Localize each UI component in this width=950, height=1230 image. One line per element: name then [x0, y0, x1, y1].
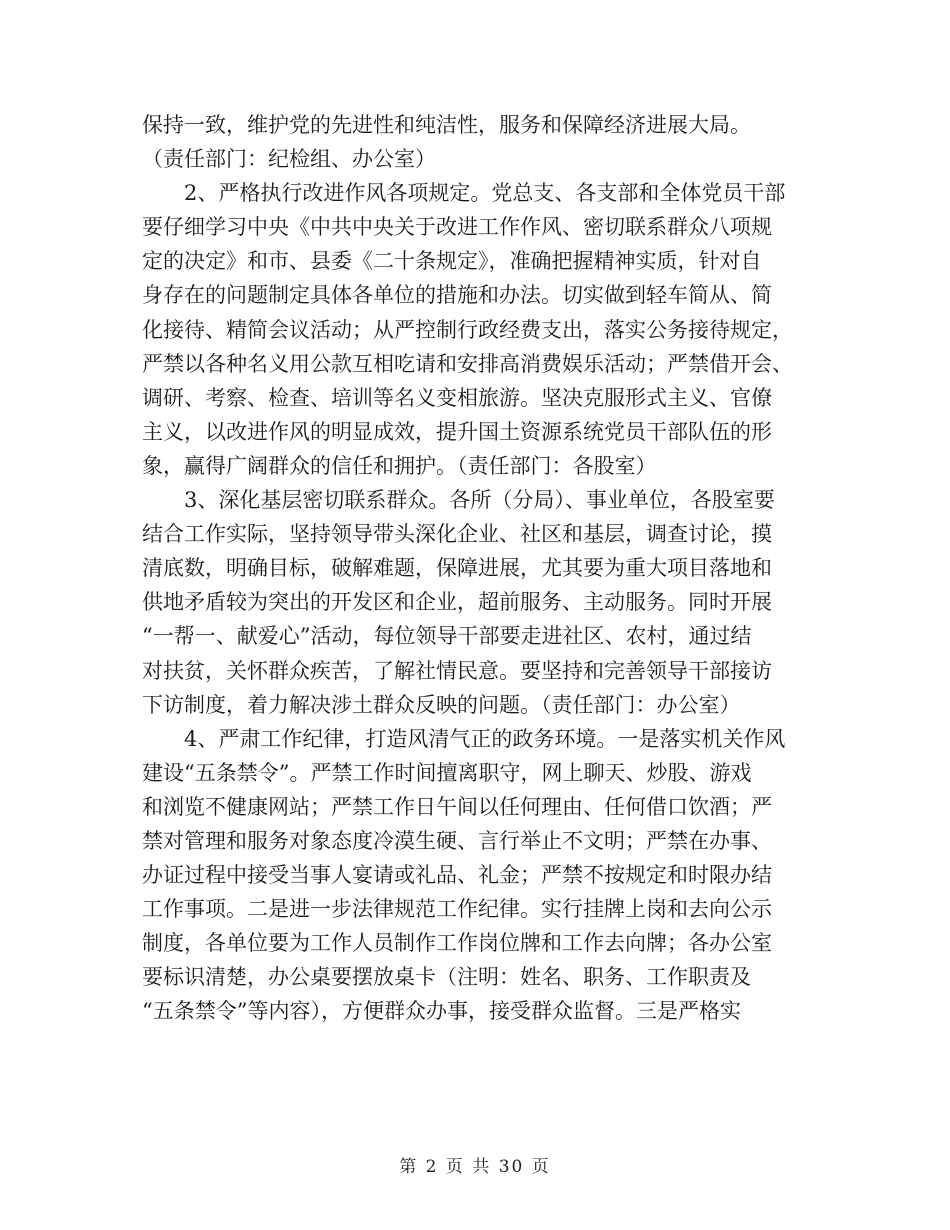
text-line: 3、深化基层密切联系群众。各所（分局）、事业单位，各股室要 — [184, 488, 775, 513]
text-line: （责任部门：纪检组、办公室） — [142, 147, 436, 172]
text-line: 化接待、精简会议活动；从严控制行政经费支出，落实公务接待规定， — [142, 317, 793, 342]
text-line: 严禁以各种名义用公款互相吃请和安排高消费娱乐活动；严禁借开会、 — [142, 351, 793, 376]
text-line: 结合工作实际，坚持领导带头深化企业、社区和基层，调查讨论，摸 — [142, 522, 772, 547]
text-line: 制度，各单位要为工作人员制作工作岗位牌和工作去向牌；各办公室 — [142, 931, 772, 956]
text-line: “五条禁令”等内容），方便群众办事，接受群众监督。三是严格实 — [142, 999, 741, 1024]
document-body — [142, 108, 812, 1029]
page-number-footer: 第 2 页 共 30 页 — [399, 1157, 551, 1177]
text-line: “一帮一、献爱心”活动，每位领导干部要走进社区、农村，通过结 — [142, 624, 752, 649]
text-line: 象，赢得广阔群众的信任和拥护。（责任部门：各股室） — [142, 453, 657, 478]
text-line: 2、严格执行改进作风各项规定。党总支、各支部和全体党员干部 — [184, 181, 786, 206]
text-line: 对扶贫，关怀群众疾苦，了解社情民意。要坚持和完善领导干部接访 — [142, 658, 772, 683]
text-line: 要标识清楚，办公桌要摆放桌卡（注明：姓名、职务、工作职责及 — [142, 965, 751, 990]
text-line: 下访制度，着力解决涉土群众反映的问题。（责任部门：办公室） — [142, 692, 741, 717]
text-line: 供地矛盾较为突出的开发区和企业，超前服务、主动服务。同时开展 — [142, 590, 772, 615]
text-line: 和浏览不健康网站；严禁工作日午间以任何理由、任何借口饮酒；严 — [142, 794, 772, 819]
text-line: 禁对管理和服务对象态度冷漠生硬、言行举止不文明；严禁在办事、 — [142, 828, 772, 853]
text-line: 工作事项。二是进一步法律规范工作纪律。实行挂牌上岗和去向公示 — [142, 897, 772, 922]
text-line: 身存在的问题制定具体各单位的措施和办法。切实做到轻车简从、简 — [142, 283, 772, 308]
text-line: 保持一致，维护党的先进性和纯洁性，服务和保障经济进展大局。 — [142, 113, 751, 137]
text-line: 主义，以改进作风的明显成效，提升国土资源系统党员干部队伍的形 — [142, 419, 772, 444]
text-line: 4、严肃工作纪律，打造风清气正的政务环境。一是落实机关作风 — [184, 726, 786, 751]
text-line: 建设“五条禁令”。严禁工作时间擅离职守，网上聊天、炒股、游戏 — [142, 760, 752, 785]
text-line: 清底数，明确目标，破解难题，保障进展，尤其要为重大项目落地和 — [142, 556, 772, 581]
text-line: 要仔细学习中央《中共中央关于改进工作作风、密切联系群众八项规 — [142, 215, 772, 240]
text-line: 办证过程中接受当事人宴请或礼品、礼金；严禁不按规定和时限办结 — [142, 863, 772, 888]
text-line: 定的决定》和市、县委《二十条规定》，准确把握精神实质，针对自 — [142, 249, 762, 274]
text-line: 调研、考察、检查、培训等名义变相旅游。坚决克服形式主义、官僚 — [142, 385, 772, 410]
